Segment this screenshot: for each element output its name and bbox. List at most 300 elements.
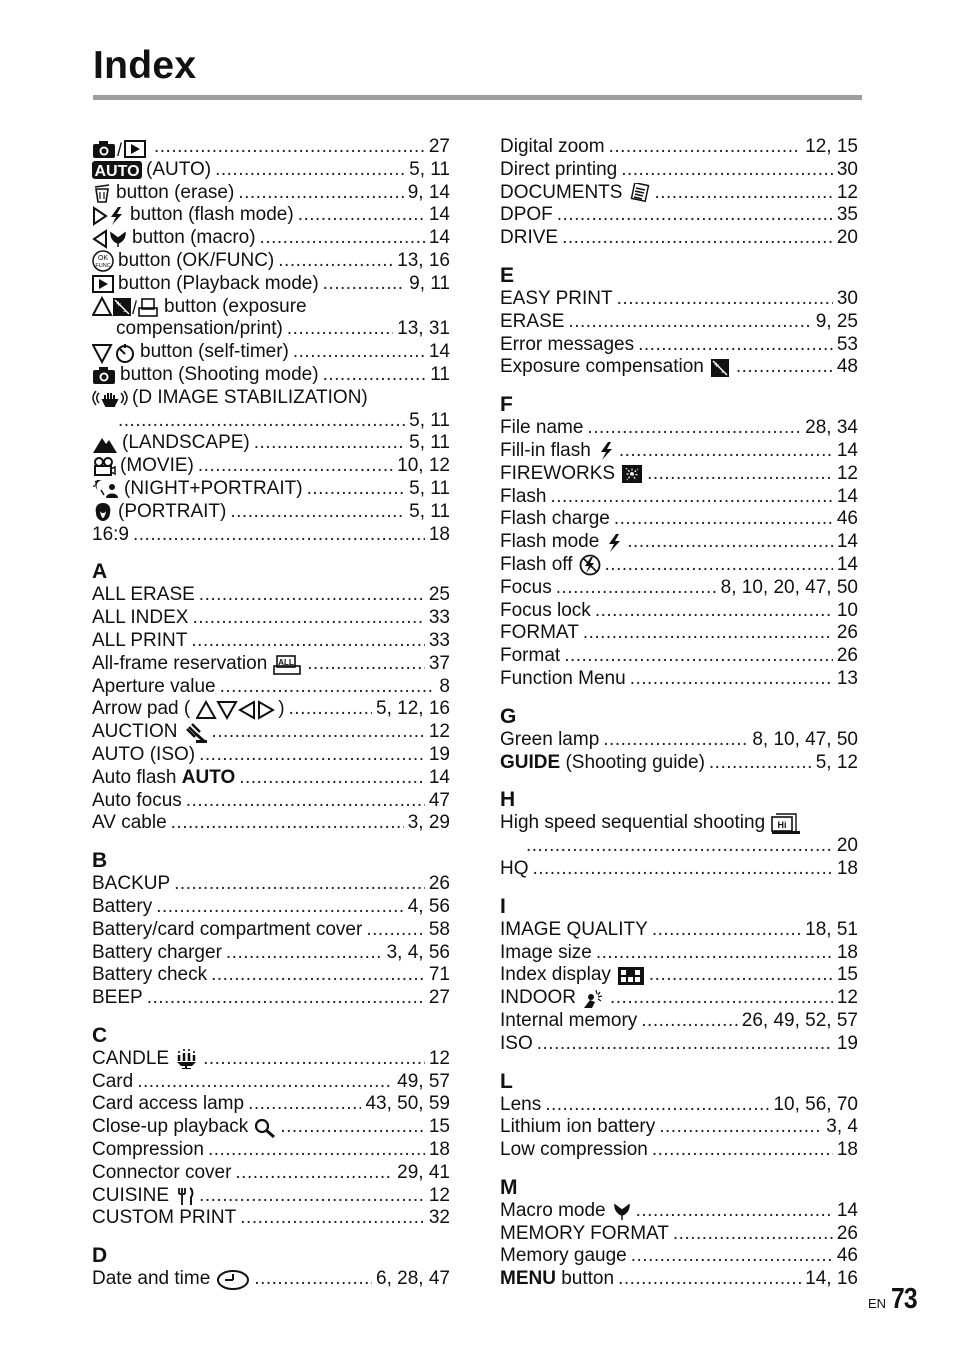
entry-text: BEEP <box>92 987 143 1009</box>
entry-term <box>500 334 634 357</box>
entry-text: Card access lamp <box>92 1093 245 1115</box>
index-entry <box>92 767 450 790</box>
index-entry <box>500 508 858 531</box>
leader-dots <box>191 630 424 653</box>
leader-dots <box>619 440 833 463</box>
index-letter-heading: C <box>92 1023 108 1047</box>
entry-text: button (Shooting mode) <box>120 363 319 385</box>
entry-page-refs: 15 <box>428 1116 450 1138</box>
play-icon <box>92 275 114 293</box>
entry-term <box>92 676 216 699</box>
entry-term <box>500 729 599 752</box>
entry-page-refs: 19 <box>836 1032 858 1054</box>
entry-term <box>500 508 610 531</box>
entry-page-refs: 12 <box>836 181 858 203</box>
index-entry <box>500 182 858 205</box>
index-entry <box>92 159 450 182</box>
leader-dots <box>230 501 405 524</box>
entry-term <box>92 204 294 227</box>
entry-page-refs: 14 <box>428 204 450 226</box>
index-entry <box>92 607 450 630</box>
entry-term <box>500 288 613 311</box>
entry-term <box>92 501 226 524</box>
leader-dots <box>631 1245 833 1268</box>
index-entry <box>500 204 858 227</box>
entry-page-refs: 5, 11 <box>409 477 450 499</box>
entry-page-refs: 19 <box>428 743 450 765</box>
entry-page-refs: 26 <box>836 1222 858 1244</box>
entry-page-refs: 5, 11 <box>409 500 450 522</box>
leader-dots <box>537 1033 833 1056</box>
leader-dots <box>238 182 403 205</box>
index-entry <box>92 341 450 364</box>
entry-term <box>92 1116 276 1139</box>
index-entry <box>500 919 858 942</box>
leader-dots <box>208 1139 425 1162</box>
entry-term <box>500 1200 632 1223</box>
entry-page-refs: 5, 12 <box>815 751 858 773</box>
entry-term <box>500 463 643 486</box>
entry-page-refs: 32 <box>428 1207 450 1229</box>
entry-text: Date and time <box>92 1268 211 1290</box>
entry-text: (PORTRAIT) <box>118 500 227 522</box>
entry-term <box>500 1033 533 1056</box>
entry-page-refs: 6, 28, 47 <box>376 1268 450 1290</box>
arrows-icon <box>196 700 278 720</box>
trash-icon <box>92 183 112 203</box>
leader-dots <box>254 1268 372 1291</box>
entry-text: CANDLE <box>92 1047 170 1069</box>
entry-term <box>500 600 591 623</box>
leader-dots <box>198 455 393 478</box>
index-entry <box>92 478 450 501</box>
hi-seq-icon <box>771 813 801 835</box>
entry-term <box>500 622 579 645</box>
leader-dots <box>307 478 406 501</box>
index-entry <box>92 1071 450 1094</box>
entry-page-refs: 14 <box>428 766 450 788</box>
documents-icon <box>628 183 650 203</box>
index-entry <box>92 653 450 676</box>
index-entry <box>92 296 450 319</box>
entry-page-refs: 20 <box>836 227 858 249</box>
entry-term <box>92 1268 250 1291</box>
entry-term <box>92 524 129 547</box>
entry-text: DPOF <box>500 204 553 226</box>
page-language: EN <box>868 1296 887 1311</box>
entry-term <box>92 1185 195 1208</box>
index-entry <box>92 896 450 919</box>
entry-term <box>92 1048 199 1071</box>
entry-text: Fill-in flash <box>500 439 591 461</box>
leader-dots <box>605 554 833 577</box>
entry-page-refs: 20 <box>836 835 858 857</box>
entry-text: (MOVIE) <box>120 455 194 477</box>
entry-page-refs: 10, 12 <box>397 455 450 477</box>
entry-page-refs: 5, 11 <box>409 158 450 180</box>
entry-term <box>92 607 188 630</box>
candle-icon <box>175 1049 199 1069</box>
entry-text: High speed sequential shooting <box>500 812 766 834</box>
entry-text: EASY PRINT <box>500 287 613 309</box>
entry-page-refs: 15 <box>836 964 858 986</box>
leader-dots <box>278 250 393 273</box>
entry-term <box>92 318 283 341</box>
entry-text: Battery charger <box>92 941 222 963</box>
svg-text:OK: OK <box>97 255 109 263</box>
index-entry <box>500 1094 858 1117</box>
index-entry <box>500 463 858 486</box>
index-entry <box>500 987 858 1010</box>
entry-term <box>500 858 529 881</box>
entry-page-refs: 26 <box>428 873 450 895</box>
camera-play-icon <box>92 139 146 159</box>
entry-term <box>92 1071 133 1094</box>
entry-text: button (erase) <box>116 181 235 203</box>
leader-dots <box>289 698 373 721</box>
entry-text: All-frame reservation <box>92 652 268 674</box>
index-entry <box>500 356 858 379</box>
leader-dots <box>550 486 832 509</box>
entry-page-refs: 25 <box>428 584 450 606</box>
entry-page-refs: 26, 49, 52, 57 <box>741 1009 858 1031</box>
entry-page-refs: 8, 10, 47, 50 <box>752 728 858 750</box>
leader-dots <box>652 919 801 942</box>
entry-text: Compression <box>92 1139 204 1161</box>
index-entry <box>92 1268 450 1291</box>
auto-badge-icon <box>92 160 142 180</box>
entry-term <box>92 1139 204 1162</box>
all-print-icon <box>273 653 303 675</box>
leader-dots <box>133 524 425 547</box>
entry-term <box>92 139 150 159</box>
zoom-icon <box>254 1118 276 1138</box>
leader-dots <box>617 288 833 311</box>
entry-term <box>92 919 362 942</box>
leader-dots <box>280 1116 425 1139</box>
entry-term <box>500 182 650 205</box>
entry-term <box>92 1093 244 1116</box>
entry-term <box>500 159 617 182</box>
index-entry <box>500 288 858 311</box>
entry-term <box>92 432 250 455</box>
entry-text: Function Menu <box>500 667 626 689</box>
entry-term <box>92 159 211 182</box>
entry-text: button (flash mode) <box>130 204 294 226</box>
index-column-left <box>92 136 450 1291</box>
leader-dots <box>647 463 833 486</box>
title-rule <box>93 95 862 100</box>
leader-dots <box>545 1094 769 1117</box>
leader-dots <box>248 1093 361 1116</box>
ok-func-icon <box>92 250 114 272</box>
entry-text: Auto focus <box>92 789 182 811</box>
entry-page-refs: 18 <box>428 523 450 545</box>
entry-text: Card <box>92 1070 134 1092</box>
entry-text: MEMORY FORMAT <box>500 1222 669 1244</box>
leader-dots <box>568 311 811 334</box>
index-entry <box>92 676 450 699</box>
entry-term <box>500 1268 614 1291</box>
entry-text: Image size <box>500 941 592 963</box>
leader-dots <box>557 204 833 227</box>
entry-bold-label: MENU <box>500 1268 556 1290</box>
page-number-value: 73 <box>891 1283 917 1315</box>
entry-page-refs: 33 <box>428 629 450 651</box>
entry-page-refs: 12 <box>836 987 858 1009</box>
leader-dots <box>174 873 425 896</box>
entry-text: File name <box>500 417 584 439</box>
svg-text:Hi: Hi <box>777 819 787 830</box>
leader-dots <box>171 812 404 835</box>
entry-page-refs: 3, 4, 56 <box>386 941 450 963</box>
right-flash-icon <box>92 206 126 226</box>
leader-dots <box>603 729 748 752</box>
entry-term <box>92 630 187 653</box>
index-entry <box>92 1093 450 1116</box>
entry-text: AV cable <box>92 812 167 834</box>
entry-text: BACKUP <box>92 873 171 895</box>
svg-text:ALL: ALL <box>278 658 295 668</box>
index-entry <box>500 531 858 554</box>
entry-text: (LANDSCAPE) <box>122 432 250 454</box>
entry-page-refs: 5, 12, 16 <box>376 698 450 720</box>
cuisine-icon <box>175 1186 195 1206</box>
entry-text: DRIVE <box>500 227 559 249</box>
entry-page-refs: 3, 29 <box>407 812 450 834</box>
index-entry <box>500 1245 858 1268</box>
entry-page-refs: 18 <box>428 1139 450 1161</box>
entry-text: button (self-timer) <box>140 341 289 363</box>
entry-text: Focus lock <box>500 599 591 621</box>
leader-dots <box>298 204 425 227</box>
index-entry <box>92 273 450 296</box>
entry-text: AUTO (ISO) <box>92 743 196 765</box>
index-entry <box>500 136 858 159</box>
entry-text: button <box>561 1268 615 1290</box>
entry-page-refs: 9, 25 <box>815 310 858 332</box>
entry-term <box>500 1010 637 1033</box>
flash-icon <box>597 441 615 461</box>
index-entry <box>92 964 450 987</box>
entry-term <box>500 311 564 334</box>
leader-dots <box>199 744 425 767</box>
entry-page-refs: 43, 50, 59 <box>365 1093 450 1115</box>
entry-term <box>92 387 368 410</box>
entry-page-refs: 9, 11 <box>409 272 450 294</box>
entry-term <box>92 698 285 721</box>
entry-term <box>500 1245 627 1268</box>
entry-text: Internal memory <box>500 1009 638 1031</box>
entry-text: Battery <box>92 895 153 917</box>
entry-page-refs: 12 <box>428 1184 450 1206</box>
entry-term <box>500 531 623 554</box>
leader-dots <box>621 159 833 182</box>
entry-page-refs: 13, 31 <box>397 318 450 340</box>
entry-term <box>92 744 195 767</box>
index-entry <box>92 873 450 896</box>
leader-dots <box>220 676 436 699</box>
index-letter-heading: A <box>92 560 108 584</box>
leader-dots <box>595 600 833 623</box>
entry-term <box>500 752 705 775</box>
leader-dots <box>709 752 812 775</box>
index-entry <box>92 1162 450 1185</box>
entry-term <box>500 227 558 250</box>
leader-dots <box>526 835 833 858</box>
entry-term <box>92 1207 236 1230</box>
index-entry <box>500 858 858 881</box>
index-entry <box>500 1200 858 1223</box>
index-letter-heading: G <box>500 704 517 728</box>
index-letter-heading: E <box>500 263 515 287</box>
leader-dots <box>636 1200 833 1223</box>
entry-text: Low compression <box>500 1139 648 1161</box>
index-entry <box>500 1033 858 1056</box>
fireworks-icon <box>621 464 643 484</box>
svg-text:+: + <box>713 359 720 370</box>
index-entry <box>500 729 858 752</box>
leader-dots <box>323 364 427 387</box>
entry-text: DOCUMENTS <box>500 181 623 203</box>
entry-text: INDOOR <box>500 987 576 1009</box>
index-entry <box>500 1010 858 1033</box>
entry-page-refs: 10, 56, 70 <box>773 1093 858 1115</box>
index-entry <box>92 584 450 607</box>
entry-term <box>500 554 601 577</box>
entry-page-refs: 12 <box>428 721 450 743</box>
leader-dots <box>583 622 833 645</box>
entry-page-refs: 18 <box>836 857 858 879</box>
entry-text: (AUTO) <box>146 158 212 180</box>
leader-dots <box>610 987 833 1010</box>
index-letter-heading: I <box>500 894 506 918</box>
index-entry <box>92 410 450 433</box>
entry-term <box>92 227 256 250</box>
entry-page-refs: 14 <box>836 1199 858 1221</box>
entry-page-refs: 28, 34 <box>805 417 858 439</box>
entry-term <box>92 478 303 501</box>
entry-text: Exposure compensation <box>500 356 704 378</box>
entry-text: Flash <box>500 485 547 507</box>
entry-bold-label: GUIDE <box>500 751 561 773</box>
leader-dots <box>366 919 425 942</box>
entry-term <box>500 1223 669 1246</box>
leader-dots <box>287 318 393 341</box>
entry-page-refs: 5, 11 <box>409 432 450 454</box>
leader-dots <box>199 584 425 607</box>
entry-term <box>92 584 195 607</box>
entry-term <box>500 1094 541 1117</box>
entry-page-refs: 12 <box>836 462 858 484</box>
index-entry <box>92 942 450 965</box>
leader-dots <box>323 273 405 296</box>
index-entry <box>92 387 450 410</box>
entry-term <box>92 1162 231 1185</box>
entry-term <box>500 136 605 159</box>
entry-term <box>500 356 732 379</box>
leader-dots <box>641 1010 738 1033</box>
leader-dots <box>609 136 802 159</box>
index-entry <box>92 1207 450 1230</box>
entry-term <box>500 987 606 1010</box>
entry-page-refs: 11 <box>430 363 450 385</box>
night-portrait-icon <box>92 478 120 500</box>
entry-page-refs: 33 <box>428 607 450 629</box>
index-entry <box>92 1185 450 1208</box>
clock-icon <box>216 1269 250 1291</box>
entry-page-refs: 14 <box>836 439 858 461</box>
index-entry <box>500 159 858 182</box>
leader-dots <box>556 577 717 600</box>
index-entry <box>500 417 858 440</box>
entry-page-refs: 35 <box>836 204 858 226</box>
leader-dots <box>673 1223 833 1246</box>
entry-page-refs: 27 <box>428 987 450 1009</box>
entry-text: button (Playback mode) <box>118 272 319 294</box>
entry-text: CUSTOM PRINT <box>92 1207 237 1229</box>
leader-dots <box>614 508 833 531</box>
down-timer-icon <box>92 342 136 364</box>
entry-page-refs: 13, 16 <box>397 249 450 271</box>
landscape-icon <box>92 434 118 454</box>
entry-page-refs: 29, 41 <box>397 1161 450 1183</box>
leader-dots <box>212 721 425 744</box>
entry-page-refs: 14 <box>836 531 858 553</box>
entry-text: Green lamp <box>500 728 600 750</box>
entry-term <box>500 812 801 835</box>
index-entry <box>92 318 450 341</box>
index-letter-heading: B <box>92 849 108 873</box>
entry-text: IMAGE QUALITY <box>500 918 648 940</box>
entry-term <box>92 942 222 965</box>
svg-text:AUTO: AUTO <box>94 163 140 181</box>
index-entry <box>92 1116 450 1139</box>
entry-term <box>92 341 289 364</box>
entry-text: compensation/print) <box>116 318 283 340</box>
svg-text:FUNC: FUNC <box>95 263 111 270</box>
leader-dots <box>564 645 833 668</box>
page-number <box>868 1283 921 1316</box>
portrait-icon <box>92 501 114 523</box>
leader-dots <box>156 896 404 919</box>
leader-dots <box>192 607 424 630</box>
entry-text: Memory gauge <box>500 1245 627 1267</box>
svg-text:/: / <box>117 139 123 159</box>
index-entry <box>500 1223 858 1246</box>
index-entry <box>500 440 858 463</box>
entry-term <box>92 721 208 744</box>
page-title: Index <box>93 44 197 87</box>
index-entry <box>92 812 450 835</box>
entry-page-refs: 58 <box>428 918 450 940</box>
entry-text: AUCTION <box>92 721 178 743</box>
index-entry <box>92 1048 450 1071</box>
entry-text: Error messages <box>500 333 635 355</box>
entry-text: button (exposure <box>164 295 307 317</box>
entry-page-refs: 3, 4 <box>826 1116 858 1138</box>
entry-page-refs: 5, 11 <box>409 409 450 431</box>
leader-dots <box>736 356 833 379</box>
index-entry <box>500 942 858 965</box>
index-entry <box>500 486 858 509</box>
index-entry <box>92 501 450 524</box>
entry-page-refs: 71 <box>428 964 450 986</box>
svg-text:-: - <box>123 305 126 316</box>
entry-page-refs: 46 <box>836 1245 858 1267</box>
entry-page-refs: 47 <box>428 789 450 811</box>
entry-term <box>500 577 552 600</box>
